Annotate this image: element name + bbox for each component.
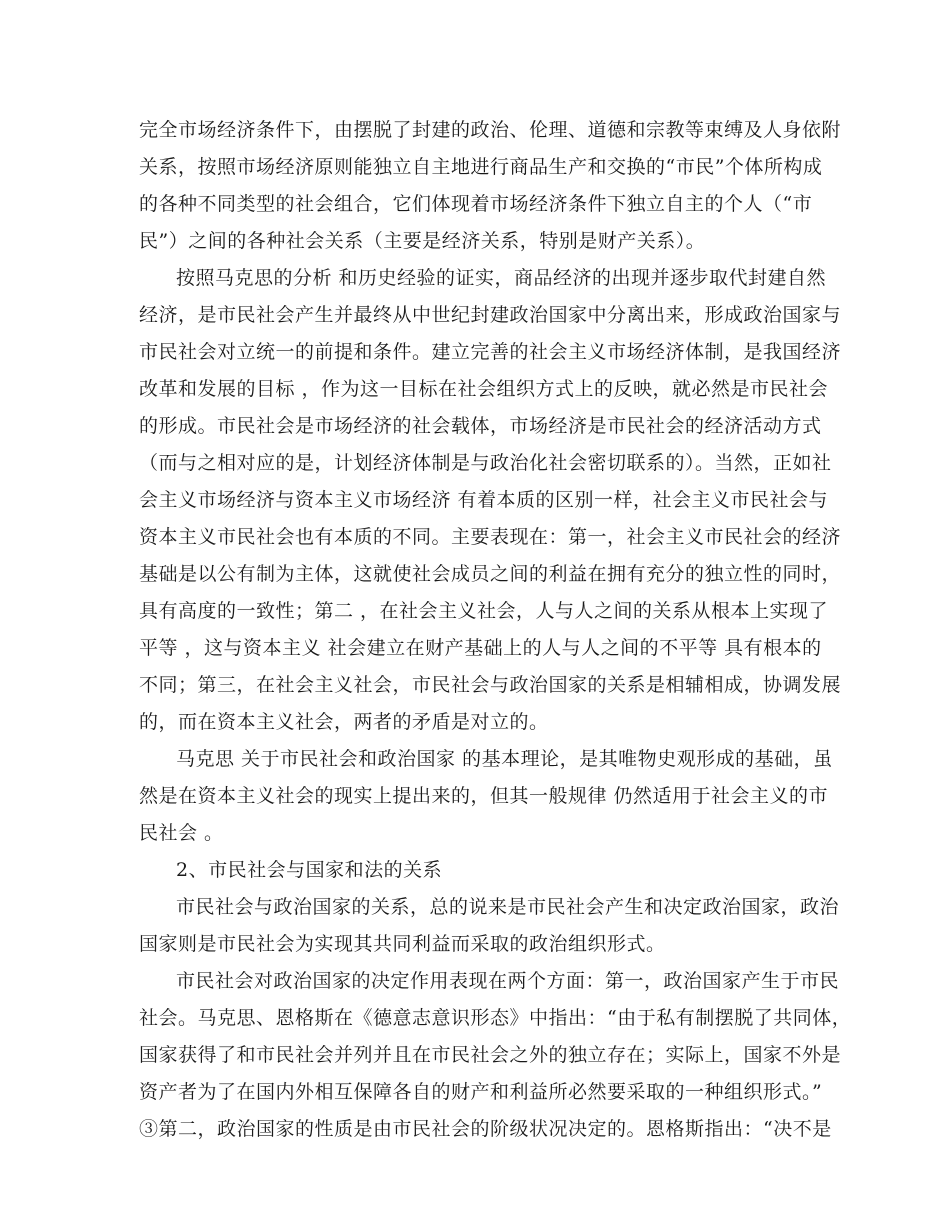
section-heading: 2、市民社会与国家和法的关系	[176, 859, 443, 881]
text-line: 然是在资本主义社会的现实上提出来的，但其一般规律 仍然适用于社会主义的市	[139, 785, 829, 807]
text-line: 国家则是市民社会为实现其共同利益而采取的政治组织形式。	[139, 933, 666, 955]
text-line: 马克思 关于市民社会和政治国家 的基本理论，是其唯物史观形成的基础，虽	[176, 748, 833, 770]
text-line: 的各种不同类型的社会组合，它们体现着市场经济条件下独立自主的个人（“市	[139, 193, 813, 215]
text-line: ③第二，政治国家的性质是由市民社会的阶级状况决定的。恩格斯指出：“决不是	[139, 1118, 832, 1140]
text-line: 的，而在资本主义社会，两者的矛盾是对立的。	[139, 711, 549, 733]
text-line: 会主义市场经济与资本主义市场经济 有着本质的区别一样，社会主义市民社会与	[139, 489, 829, 511]
text-line: 改革和发展的目标 ，作为这一目标在社会组织方式上的反映，就必然是市民社会	[139, 378, 829, 400]
text-line: 民”）之间的各种社会关系（主要是经济关系，特别是财产关系）。	[139, 230, 706, 252]
text-line: 民社会 。	[139, 822, 224, 844]
text-line: 资本主义市民社会也有本质的不同。主要表现在：第一，社会主义市民社会的经济	[139, 526, 842, 548]
text-line: 经济，是市民社会产生并最终从中世纪封建政治国家中分离出来，形成政治国家与	[139, 304, 842, 326]
text-line: 市民社会与政治国家的关系，总的说来是市民社会产生和决定政治国家，政治	[176, 896, 840, 918]
text-line: 具有高度的一致性；第二 ，在社会主义社会，人与人之间的关系从根本上实现了	[139, 600, 829, 622]
text-line: 社会。马克思、恩格斯在《德意志意识形态》中指出：“由于私有制摆脱了共同体，	[139, 1007, 852, 1029]
text-line: 完全市场经济条件下，由摆脱了封建的政治、伦理、道德和宗教等束缚及人身依附	[139, 119, 842, 141]
text-line: 市民社会对立统一的前提和条件。建立完善的社会主义市场经济体制，是我国经济	[139, 341, 842, 363]
text-line: 国家获得了和市民社会并列并且在市民社会之外的独立存在；实际上，国家不外是	[139, 1044, 842, 1066]
text-line: 基础是以公有制为主体，这就使社会成员之间的利益在拥有充分的独立性的同时，	[139, 563, 842, 585]
text-line: （而与之相对应的是，计划经济体制是与政治化社会密切联系的）。当然，正如社	[139, 452, 832, 474]
text-line: 不同；第三，在社会主义社会，市民社会与政治国家的关系是相辅相成，协调发展	[139, 674, 842, 696]
text-line: 按照马克思的分析 和历史经验的证实，商品经济的出现并逐步取代封建自然	[176, 267, 827, 289]
text-line: 市民社会对政治国家的决定作用表现在两个方面：第一，政治国家产生于市民	[176, 970, 840, 992]
text-line: 关系，按照市场经济原则能独立自主地进行商品生产和交换的“市民”个体所构成	[139, 156, 823, 178]
text-line: 资产者为了在国内外相互保障各自的财产和利益所必然要采取的一种组织形式。”	[139, 1081, 823, 1103]
text-line: 平等 ，这与资本主义 社会建立在财产基础上的人与人之间的不平等 具有根本的	[139, 637, 822, 659]
text-line: 的形成。市民社会是市场经济的社会载体，市场经济是市民社会的经济活动方式	[139, 415, 822, 437]
